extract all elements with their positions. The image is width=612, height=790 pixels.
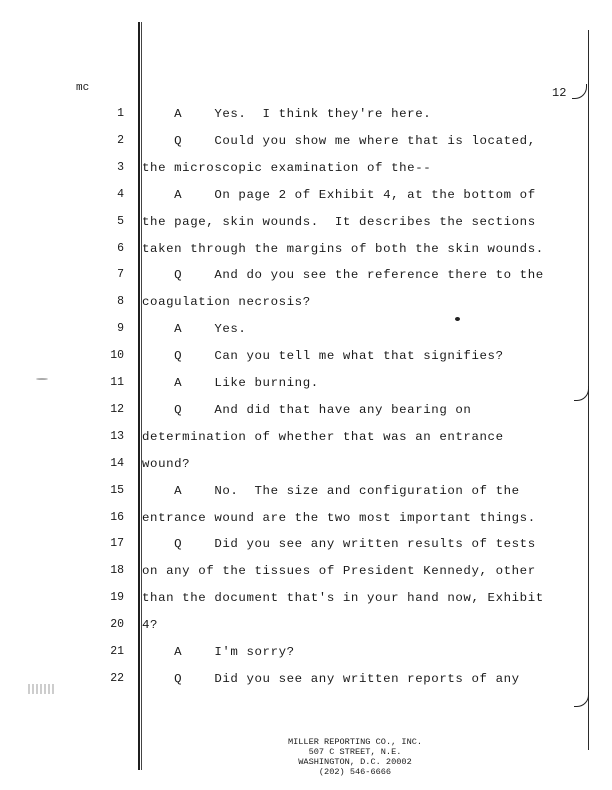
transcript-line [0, 508, 612, 528]
reporter-initials: mc [76, 82, 90, 94]
transcript-line [0, 642, 612, 662]
line-number: 7 [117, 268, 124, 282]
line-number: 4 [117, 187, 124, 201]
line-text: 4? [142, 618, 159, 633]
line-number: 5 [117, 214, 124, 228]
transcript-line [0, 346, 612, 366]
line-number: 12 [110, 402, 124, 416]
scan-speck [36, 378, 48, 380]
line-text: coagulation necrosis? [142, 295, 311, 310]
line-text: A I'm sorry? [142, 645, 295, 659]
line-number: 15 [110, 483, 124, 497]
line-text: wound? [142, 456, 191, 471]
line-number: 2 [117, 133, 124, 147]
line-number: 10 [110, 349, 124, 363]
line-number: 11 [110, 376, 124, 389]
footer-phone: (202) 546-6666 [318, 767, 392, 777]
footer-company: MILLER REPORTING CO., INC. [287, 737, 423, 747]
transcript-line [0, 104, 612, 124]
transcript-line [0, 588, 612, 608]
transcript-line [0, 292, 612, 312]
line-number: 21 [110, 645, 124, 658]
line-number: 19 [110, 591, 124, 605]
transcript-line [0, 534, 612, 554]
line-text: Q Can you tell me what that signifies? [142, 349, 504, 364]
line-text: A On page 2 of Exhibit 4, at the bottom of [142, 187, 536, 202]
line-number: 14 [110, 456, 124, 470]
line-text: Q And did that have any bearing on [142, 402, 472, 417]
line-number: 9 [117, 322, 124, 336]
line-text: the page, skin wounds. It describes the sections [142, 214, 536, 229]
transcript-line [0, 561, 612, 581]
line-text: Q Did you see any written results of tests [142, 537, 536, 552]
scan-speck [455, 317, 460, 321]
transcript-line [0, 319, 612, 339]
reporting-footer [250, 737, 460, 777]
line-number: 3 [117, 160, 124, 174]
line-text: Q Could you show me where that is located, [142, 133, 536, 148]
page-number: 12 [552, 86, 567, 100]
transcript-line [0, 212, 612, 232]
transcript-line [0, 239, 612, 259]
line-number: 18 [110, 564, 124, 578]
line-text: entrance wound are the two most important things. [142, 510, 536, 525]
line-text: the microscopic examination of the-- [142, 160, 432, 175]
scan-smudge [28, 684, 54, 694]
line-text: A Yes. [142, 322, 247, 337]
line-text: determination of whether that was an entrance [142, 429, 504, 444]
transcript-line [0, 481, 612, 501]
transcript-line [0, 265, 612, 285]
line-text: Q Did you see any written reports of any [142, 671, 520, 686]
line-text: A Yes. I think they're here. [142, 107, 432, 121]
line-text: Q And do you see the reference there to the [142, 268, 544, 283]
line-number: 1 [117, 107, 124, 120]
corner-bracket-mid2 [574, 692, 589, 707]
line-text: A No. The size and configuration of the [142, 483, 520, 498]
line-text: A Like burning. [142, 376, 319, 390]
footer-city: WASHINGTON, D.C. 20002 [298, 757, 412, 767]
transcript-line [0, 185, 612, 205]
footer-street: 507 C STREET, N.E. [308, 747, 402, 757]
transcript-line [0, 158, 612, 178]
transcript-line [0, 427, 612, 447]
line-text: than the document that's in your hand now, Exhibit [142, 591, 544, 606]
line-number: 13 [110, 429, 124, 443]
transcript-line [0, 454, 612, 474]
line-number: 16 [110, 510, 124, 524]
line-number: 6 [117, 241, 124, 255]
line-number: 8 [117, 295, 124, 309]
transcript-line [0, 373, 612, 393]
line-number: 22 [110, 671, 124, 685]
line-text: on any of the tissues of President Kennedy, other [142, 564, 536, 579]
line-text: taken through the margins of both the skin wounds. [142, 241, 544, 256]
transcript-line [0, 400, 612, 420]
transcript-line [0, 131, 612, 151]
transcript-line [0, 615, 612, 635]
line-number: 17 [110, 537, 124, 551]
line-number: 20 [110, 618, 124, 632]
corner-bracket-top [572, 84, 587, 99]
transcript-line [0, 669, 612, 689]
